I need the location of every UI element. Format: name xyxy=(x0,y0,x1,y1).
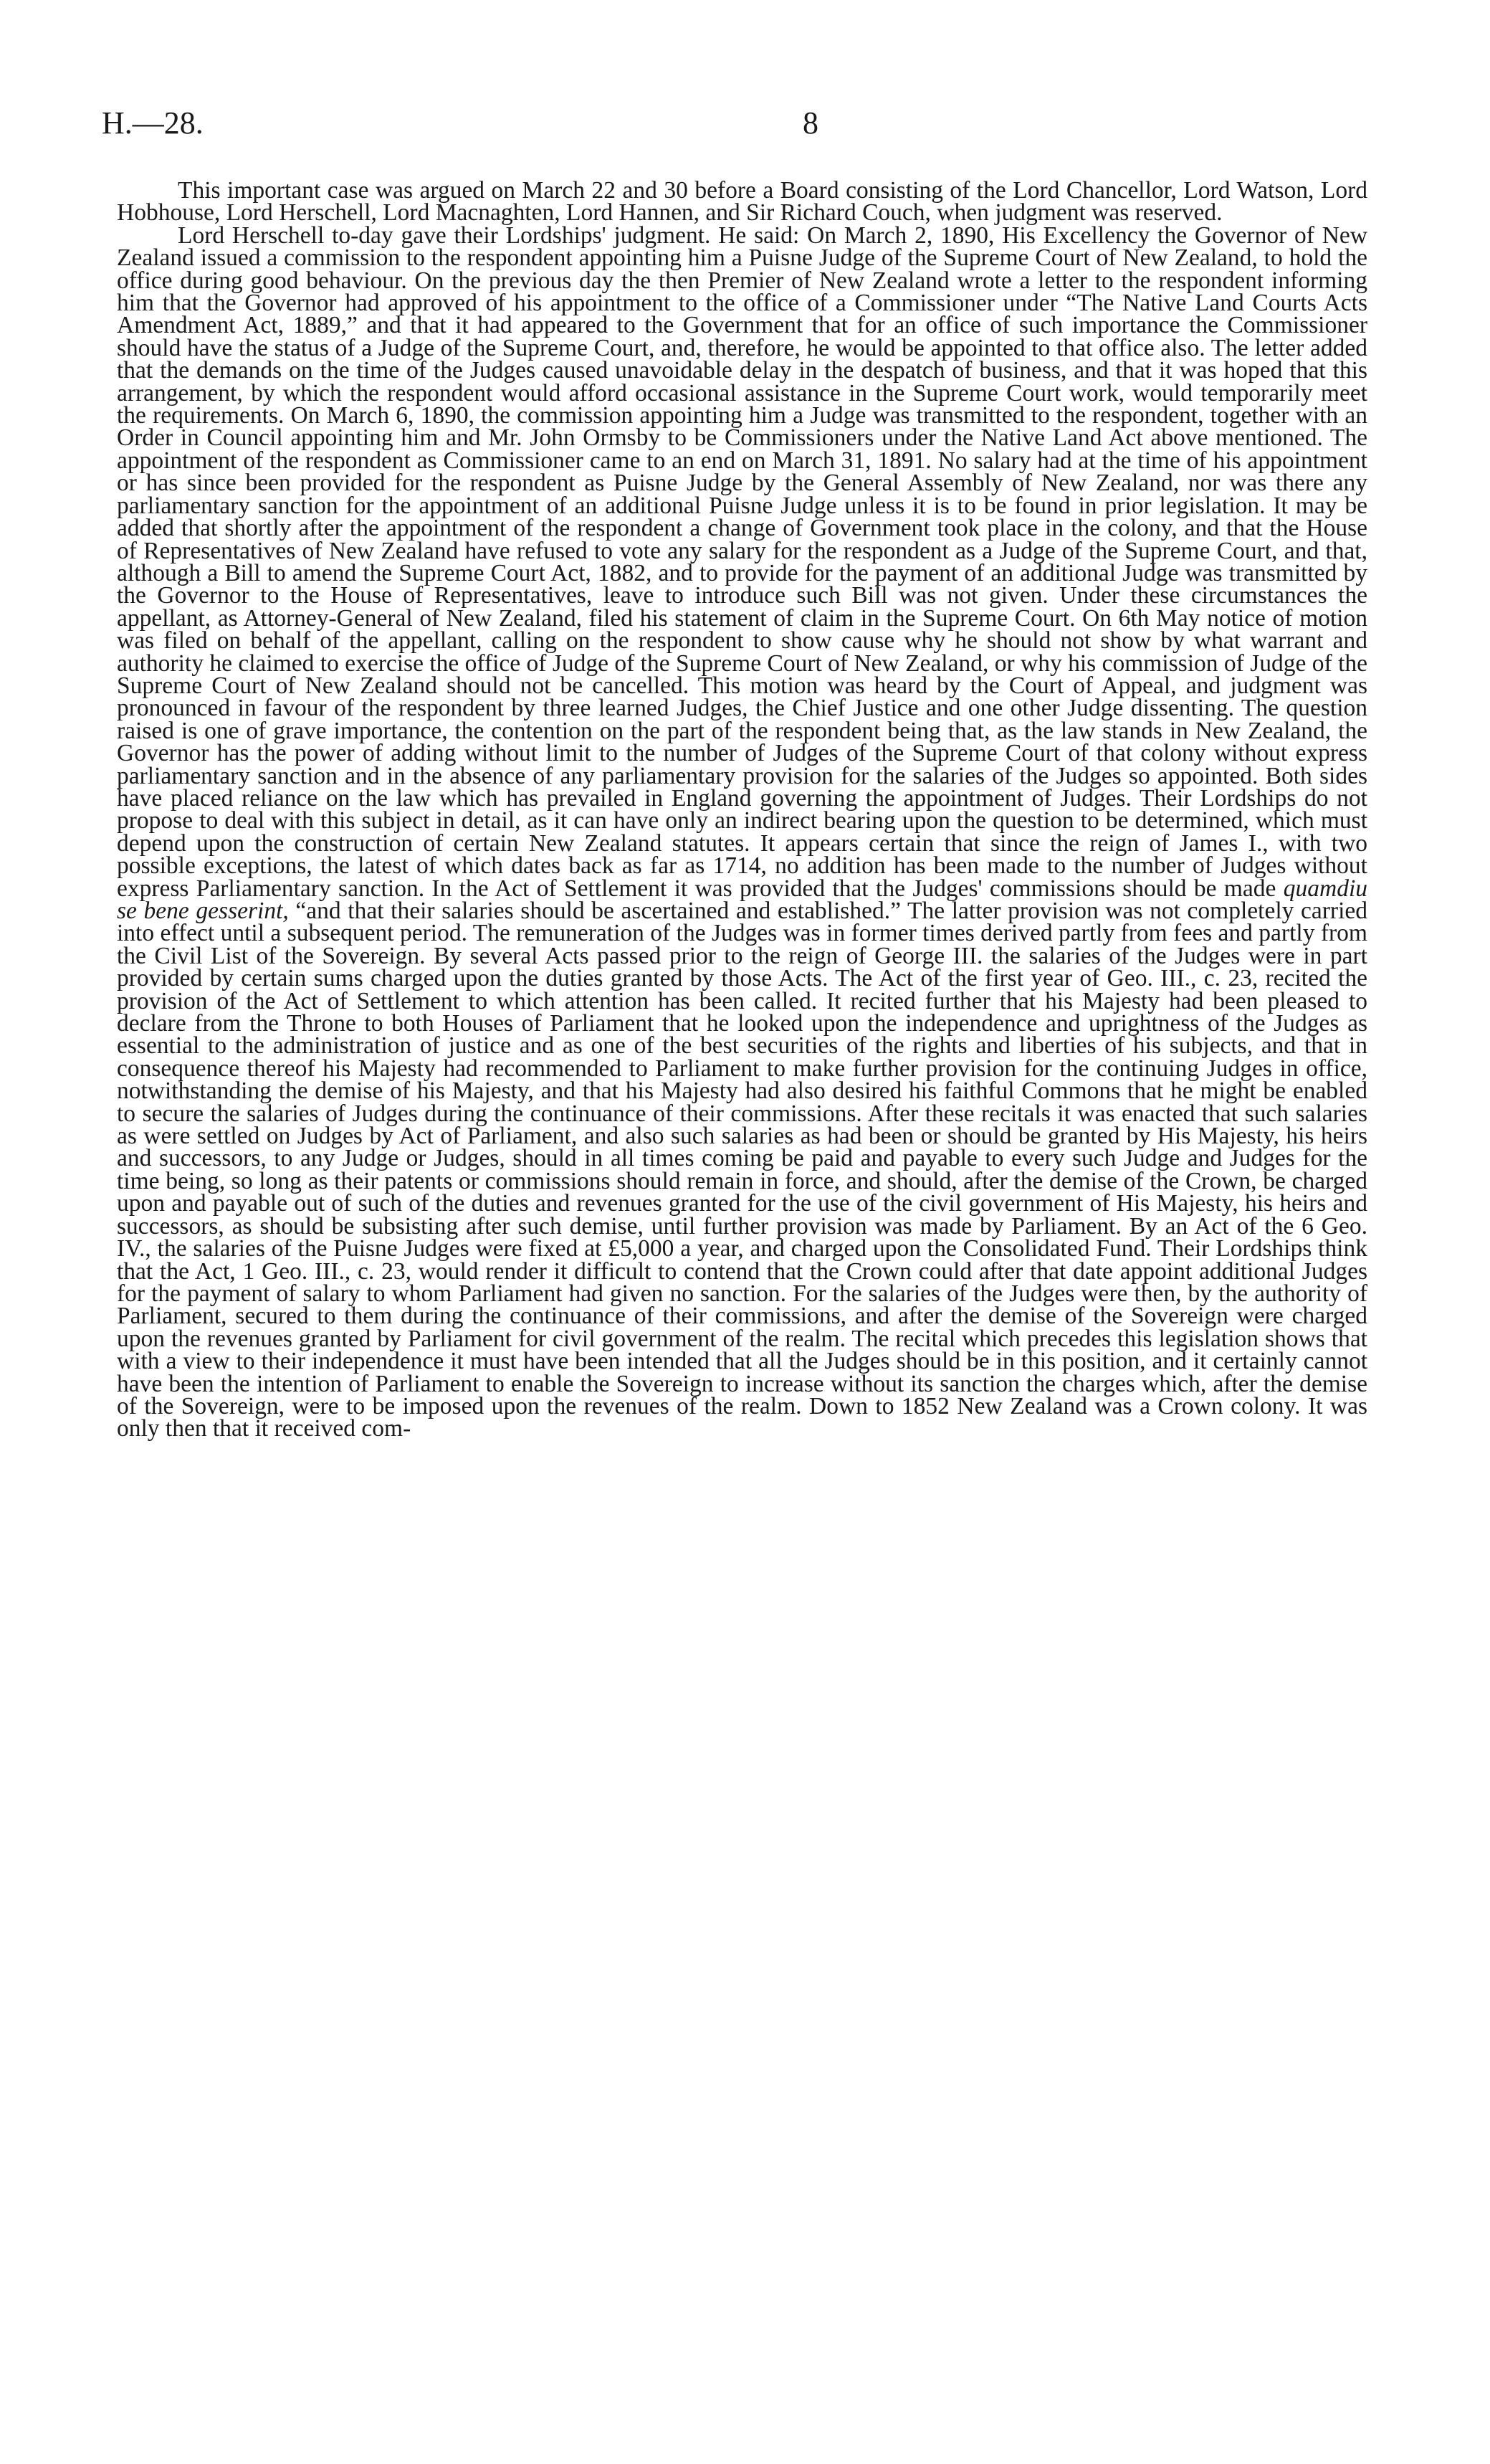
paragraph xyxy=(117,224,1367,1440)
paragraph-text: Lord Herschell to-day gave their Lordships' judgment. He said: On March 2, 1890, His Excellency the Governor of New Zealand issued a commission to the respondent appointing him a Puisne Judge of the Supreme Court of New Zealand, to hold the office during good behaviour. On the previous day the then Premier of New Zealand wrote a letter to the respondent informing him that the Governor had approved of his appointment to the office of a Commissioner under “The Native Land Courts Acts Amendment Act, 1889,” and that it had appeared to the Government that for an office of such importance the Commissioner should have the status of a Judge of the Supreme Court, and, therefore, he would be appointed to that office also. The letter added that the demands on the time of the Judges caused unavoidable delay in the despatch of business, and that it was hoped that this arrangement, by which the respondent would afford occasional assistance in the Supreme Court work, would temporarily meet the requirements. On March 6, 1890, the commission appointing him a Judge was transmitted to the respondent, together with an Order in Council appointing him and Mr. John Ormsby to be Commissioners under the Native Land Act above mentioned. The appointment of the respondent as Commissioner came to an end on March 31, 1891. No salary had at the time of his appointment or has since been provided for the respondent as Puisne Judge by the General Assembly of New Zealand, nor was there any parliamentary sanction for the appointment of an additional Puisne Judge unless it is to be found in prior legislation. It may be added that shortly after the appointment of the respondent a change of Government took place in the colony, and that the House of Representatives of New Zealand have refused to vote any salary for the respondent as a Judge of the Supreme Court, and that, although a Bill to amend the Supreme Court Act, 1882, and to provide for the payment of an additional Judge was transmitted by the Governor to the House of Representatives, leave to introduce such Bill was not given. Under these circumstances the appellant, as Attorney-General of New Zealand, filed his statement of claim in the Supreme Court. On 6th May notice of motion was filed on behalf of the appellant, calling on the respondent to show cause why he should not show by what warrant and authority he claimed to exercise the office of Judge of the Supreme Court of New Zealand, or why his commission of Judge of the Supreme Court of New Zealand should not be cancelled. This motion was heard by the Court of Appeal, and judgment was pronounced in favour of the respondent by three learned Judges, the Chief Justice and one other Judge dissenting. The question raised is one of grave importance, the contention on the part of the respondent being that, as the law stands in New Zealand, the Governor has the power of adding without limit to the number of Judges of the Supreme Court of that colony without express parliamentary sanction and in the absence of any parliamentary provision for the salaries of the Judges so appointed. Both sides have placed reliance on the law which has prevailed in England governing the appointment of Judges. Their Lordships do not propose to deal with this subject in detail, as it can have only an indirect bearing upon the question to be determined, which must depend upon the construction of certain New Zealand statutes. It appears certain that since the reign of James I., with two possible exceptions, the latest of which dates back as far as 1714, no addition has been made to the number of Judges without express Parliamentary sanction. In the Act of Settlement it was provided that the Judges' commissions should be made xyxy=(117,222,1367,902)
body-text xyxy=(117,179,1367,1440)
page-number: 8 xyxy=(803,105,818,141)
document-reference: H.—28. xyxy=(102,105,204,141)
paragraph-text: “and that their salaries should be ascertained and established.” The latter provision was not completely carried into effect until a subsequent period. The remuneration of the Judges was in former times derived partly from fees and partly from the Civil List of the Sovereign. By several Acts passed prior to the reign of George III. the salaries of the Judges were in part provided by certain sums charged upon the duties granted by those Acts. The Act of the first year of Geo. III., c. 23, recited the provision of the Act of Settlement to which attention has been called. It recited further that his Majesty had been pleased to declare from the Throne to both Houses of Parliament that he looked upon the independence and uprightness of the Judges as essential to the administration of justice and as one of the best securities of the rights and liberties of his subjects, and that in consequence thereof his Majesty had recommended to Parliament to make further provision for the continuing Judges in office, notwithstanding the demise of his Majesty, and that his Majesty had also desired his faithful Commons that he might be enabled to secure the salaries of Judges during the continuance of their commissions. After these recitals it was enacted that such salaries as were settled on Judges by Act of Parliament, and also such salaries as had been or should be granted by His Majesty, his heirs and successors, to any Judge or Judges, should in all times coming be paid and payable to every such Judge and Judges for the time being, so long as their patents or commissions should remain in force, and should, after the demise of the Crown, be charged upon and payable out of such of the duties and revenues granted for the use of the civil government of His Majesty, his heirs and successors, as should be subsisting after such demise, until further provision was made by Parliament. By an Act of the 6 Geo. IV., the salaries of the Puisne Judges were fixed at £5,000 a year, and charged upon the Consolidated Fund. Their Lordships think that the Act, 1 Geo. III., c. 23, would render it difficult to contend that the Crown could after that date appoint additional Judges for the payment of salary to whom Parliament had given no sanction. For the salaries of the Judges were then, by the authority of Parliament, secured to them during the continuance of their commissions, and after the demise of the Sovereign were charged upon the revenues granted by Parliament for civil government of the realm. The recital which precedes this legislation shows that with a view to their independence it must have been intended that all the Judges should be in this position, and it certainly cannot have been the intention of Parliament to enable the Sovereign to increase without its sanction the charges which, after the demise of the Sovereign, were to be imposed upon the revenues of the realm. Down to 1852 New Zealand was a Crown colony. It was only then that it received com- xyxy=(117,898,1368,1442)
page-header xyxy=(102,102,1385,145)
paragraph: This important case was argued on March 22 and 30 before a Board consisting of the Lord Chancellor, Lord Watson, Lord Hobhouse, Lord Herschell, Lord Macnaghten, Lord Hannen, and Sir Richard Couch, when judgment was reserved. xyxy=(117,177,1367,227)
latin-phrase: quamdiu se bene gesserint, xyxy=(117,875,1367,924)
